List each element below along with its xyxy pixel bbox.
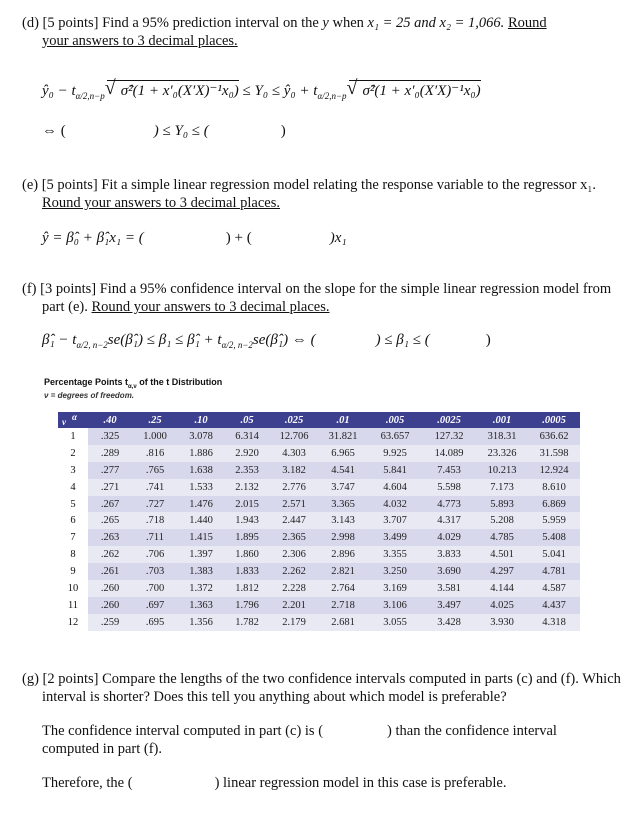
- part-d-question: [22, 14, 626, 50]
- table-cell: 1.833: [224, 563, 270, 580]
- table-cell: 1.886: [178, 445, 224, 462]
- df-cell: 6: [58, 512, 88, 529]
- table-cell: 2.718: [318, 597, 368, 614]
- table-cell: 3.078: [178, 428, 224, 445]
- table-cell: 1.383: [178, 563, 224, 580]
- table-cell: 1.782: [224, 614, 270, 631]
- table-cell: 3.365: [318, 496, 368, 513]
- table-row: [58, 546, 580, 563]
- col-header: .05: [224, 412, 270, 428]
- table-cell: 1.812: [224, 580, 270, 597]
- table-cell: 2.179: [270, 614, 318, 631]
- table-cell: 3.169: [368, 580, 422, 597]
- df-cell: 2: [58, 445, 88, 462]
- table-cell: 2.447: [270, 512, 318, 529]
- table-cell: 12.706: [270, 428, 318, 445]
- df-cell: 11: [58, 597, 88, 614]
- df-cell: 10: [58, 580, 88, 597]
- table-cell: 4.025: [476, 597, 528, 614]
- table-cell: 4.501: [476, 546, 528, 563]
- part-d-round-1: Round: [507, 15, 547, 31]
- part-d-label: (d) [5 points]: [22, 15, 99, 31]
- table-cell: .816: [132, 445, 178, 462]
- table-title: [44, 377, 222, 390]
- table-cell: 1.363: [178, 597, 224, 614]
- df-cell: 7: [58, 529, 88, 546]
- table-row: [58, 614, 580, 631]
- table-row: [58, 445, 580, 462]
- part-g-answer2-end: ) linear regression model in this case is preferable.: [214, 775, 507, 791]
- table-cell: 3.833: [422, 546, 476, 563]
- table-cell: 1.638: [178, 462, 224, 479]
- table-cell: .262: [88, 546, 132, 563]
- part-g-question: [22, 670, 626, 706]
- col-header: .025: [270, 412, 318, 428]
- part-e-question: [22, 176, 626, 212]
- table-cell: 10.213: [476, 462, 528, 479]
- table-cell: .259: [88, 614, 132, 631]
- part-e-text: Fit a simple linear regression model relating the response variable to the regressor x₁.: [101, 177, 597, 193]
- table-cell: 4.317: [422, 512, 476, 529]
- table-cell: 5.598: [422, 479, 476, 496]
- table-cell: 127.32: [422, 428, 476, 445]
- table-cell: 1.000: [132, 428, 178, 445]
- part-f-eq-mid: ) ≤ β₁ ≤ (: [375, 332, 430, 348]
- part-g-answer1-start: The confidence interval computed in part (c) is (: [42, 723, 324, 739]
- part-e-eq-start: ŷ = β̂₀ + β̂₁x₁ = (: [42, 230, 144, 246]
- table-cell: 2.681: [318, 614, 368, 631]
- table-cell: 4.604: [368, 479, 422, 496]
- table-cell: 31.598: [528, 445, 580, 462]
- table-cell: 4.437: [528, 597, 580, 614]
- table-cell: 1.533: [178, 479, 224, 496]
- corner-alpha: α: [72, 412, 77, 422]
- table-cell: 2.132: [224, 479, 270, 496]
- table-cell: 6.314: [224, 428, 270, 445]
- table-cell: 3.250: [368, 563, 422, 580]
- table-cell: 4.587: [528, 580, 580, 597]
- table-cell: 1.356: [178, 614, 224, 631]
- table-cell: 1.397: [178, 546, 224, 563]
- table-cell: 3.497: [422, 597, 476, 614]
- part-g-answer-2: [42, 775, 602, 792]
- table-cell: 3.182: [270, 462, 318, 479]
- part-d-text1: Find a 95% prediction interval on the: [102, 15, 323, 31]
- col-header: .25: [132, 412, 178, 428]
- table-cell: 5.959: [528, 512, 580, 529]
- table-cell: 6.965: [318, 445, 368, 462]
- table-cell: .271: [88, 479, 132, 496]
- table-title-sub: α,ν: [128, 383, 137, 390]
- part-d-condition: x₁ = 25 and x₂ = 1,066.: [367, 15, 505, 31]
- table-cell: 2.998: [318, 529, 368, 546]
- df-cell: 3: [58, 462, 88, 479]
- table-cell: 636.62: [528, 428, 580, 445]
- table-title-rest: of the t Distribution: [136, 377, 223, 387]
- table-cell: 1.895: [224, 529, 270, 546]
- df-cell: 5: [58, 496, 88, 513]
- table-cell: .727: [132, 496, 178, 513]
- table-row: [58, 479, 580, 496]
- table-cell: 2.306: [270, 546, 318, 563]
- table-cell: .261: [88, 563, 132, 580]
- table-cell: 1.943: [224, 512, 270, 529]
- table-subtitle: ν = degrees of freedom.: [44, 391, 135, 400]
- formula-sqrt-2: √ σ̂²(1 + x′₀(X′X)⁻¹x₀): [349, 80, 481, 100]
- formula-sub-2: α/2,n−p: [317, 91, 347, 101]
- table-cell: .277: [88, 462, 132, 479]
- df-cell: 9: [58, 563, 88, 580]
- part-g-answer-1: [42, 722, 602, 758]
- table-cell: 4.781: [528, 563, 580, 580]
- table-corner-cell: [58, 412, 88, 428]
- table-body: [58, 428, 580, 631]
- table-cell: 2.228: [270, 580, 318, 597]
- part-d-var-y: y: [322, 15, 329, 31]
- table-cell: 4.773: [422, 496, 476, 513]
- table-cell: 4.303: [270, 445, 318, 462]
- df-cell: 12: [58, 614, 88, 631]
- part-d-answer: [42, 123, 286, 140]
- table-cell: 1.860: [224, 546, 270, 563]
- table-cell: .267: [88, 496, 132, 513]
- table-cell: .263: [88, 529, 132, 546]
- table-title-main: Percentage Points t: [44, 377, 129, 387]
- part-g-answer2-start: Therefore, the (: [42, 775, 133, 791]
- table-cell: 5.893: [476, 496, 528, 513]
- table-cell: 7.453: [422, 462, 476, 479]
- table-row: [58, 496, 580, 513]
- table-cell: 3.690: [422, 563, 476, 580]
- table-cell: .741: [132, 479, 178, 496]
- table-cell: 2.764: [318, 580, 368, 597]
- table-row: [58, 462, 580, 479]
- part-f-equation: [42, 332, 602, 350]
- table-cell: .325: [88, 428, 132, 445]
- table-cell: .718: [132, 512, 178, 529]
- table-cell: 2.015: [224, 496, 270, 513]
- table-row: [58, 580, 580, 597]
- part-e-equation: [42, 230, 347, 247]
- part-g-label: (g) [2 points]: [22, 671, 99, 687]
- part-e-label: (e) [5 points]: [22, 177, 98, 193]
- table-row: [58, 428, 580, 445]
- table-cell: 4.318: [528, 614, 580, 631]
- table-cell: 2.262: [270, 563, 318, 580]
- formula-mid: ≤ Y₀ ≤ ŷ₀ + t: [238, 83, 318, 99]
- table-cell: 2.920: [224, 445, 270, 462]
- table-cell: 9.925: [368, 445, 422, 462]
- table-cell: 5.208: [476, 512, 528, 529]
- table-cell: 5.841: [368, 462, 422, 479]
- col-header: .001: [476, 412, 528, 428]
- t-distribution-table: [58, 412, 580, 631]
- part-d-round-2: your answers to 3 decimal places.: [42, 33, 238, 49]
- table-cell: 3.747: [318, 479, 368, 496]
- table-row: [58, 512, 580, 529]
- table-cell: .703: [132, 563, 178, 580]
- part-f-text: Find a 95% confidence interval on the slope for the simple linear regression model from part (e).: [42, 281, 612, 315]
- table-cell: .260: [88, 580, 132, 597]
- table-cell: 1.372: [178, 580, 224, 597]
- table-cell: .706: [132, 546, 178, 563]
- col-header: .0025: [422, 412, 476, 428]
- part-f-round: Round your answers to 3 decimal places.: [91, 299, 330, 315]
- part-d-answer-arrow: ⇔ (: [42, 123, 66, 139]
- table-cell: 4.785: [476, 529, 528, 546]
- table-cell: 4.144: [476, 580, 528, 597]
- part-d-formula: [42, 80, 481, 101]
- part-d-text2: when: [328, 15, 368, 31]
- table-cell: 2.776: [270, 479, 318, 496]
- table-cell: .697: [132, 597, 178, 614]
- table-cell: 1.476: [178, 496, 224, 513]
- table-cell: 2.353: [224, 462, 270, 479]
- table-cell: .289: [88, 445, 132, 462]
- table-cell: 2.821: [318, 563, 368, 580]
- table-cell: 2.365: [270, 529, 318, 546]
- table-cell: .700: [132, 580, 178, 597]
- table-cell: 3.143: [318, 512, 368, 529]
- corner-nu: ν: [62, 417, 66, 427]
- table-cell: 3.428: [422, 614, 476, 631]
- formula-sub-1: α/2,n−p: [75, 91, 105, 101]
- table-cell: 5.041: [528, 546, 580, 563]
- table-row: [58, 529, 580, 546]
- part-f-eq-se2: se(β̂₁) ⇔ (: [252, 332, 316, 348]
- table-cell: 4.297: [476, 563, 528, 580]
- table-cell: 7.173: [476, 479, 528, 496]
- part-f-eq-se: se(β̂₁) ≤ β₁ ≤ β̂₁ + t: [107, 332, 222, 348]
- table-cell: 12.924: [528, 462, 580, 479]
- part-f-label: (f) [3 points]: [22, 281, 97, 297]
- table-cell: 3.581: [422, 580, 476, 597]
- df-cell: 8: [58, 546, 88, 563]
- table-cell: 6.869: [528, 496, 580, 513]
- part-f-sub-1: α/2, n−2: [76, 340, 108, 350]
- table-cell: .260: [88, 597, 132, 614]
- table-cell: .711: [132, 529, 178, 546]
- table-cell: .765: [132, 462, 178, 479]
- table-cell: 3.930: [476, 614, 528, 631]
- table-cell: 318.31: [476, 428, 528, 445]
- table-cell: 1.440: [178, 512, 224, 529]
- table-cell: 31.821: [318, 428, 368, 445]
- table-cell: .265: [88, 512, 132, 529]
- table-cell: 1.415: [178, 529, 224, 546]
- table-cell: 2.571: [270, 496, 318, 513]
- table-row: [58, 597, 580, 614]
- col-header: .0005: [528, 412, 580, 428]
- col-header: .10: [178, 412, 224, 428]
- part-f-question: [22, 280, 626, 316]
- formula-left: ŷ₀ − t: [42, 83, 76, 99]
- table-cell: 4.541: [318, 462, 368, 479]
- table-header-row: [58, 412, 580, 428]
- table-cell: 5.408: [528, 529, 580, 546]
- table-row: [58, 563, 580, 580]
- table-cell: 3.707: [368, 512, 422, 529]
- table-cell: 63.657: [368, 428, 422, 445]
- table-cell: 3.106: [368, 597, 422, 614]
- part-d-answer-end: ): [280, 123, 286, 139]
- formula-sqrt-1: √ σ̂²(1 + x′₀(X′X)⁻¹x₀): [107, 80, 239, 100]
- part-f-eq-start: β̂₁ − t: [42, 332, 77, 348]
- part-e-eq-end: )x₁: [329, 230, 347, 246]
- part-g-answer1-line2: computed in part (f).: [42, 741, 162, 757]
- table-cell: 2.201: [270, 597, 318, 614]
- table-cell: 8.610: [528, 479, 580, 496]
- table-cell: 23.326: [476, 445, 528, 462]
- part-f-sub-2: α/2, n−2: [221, 340, 253, 350]
- df-cell: 4: [58, 479, 88, 496]
- df-cell: 1: [58, 428, 88, 445]
- part-f-eq-end: ): [485, 332, 491, 348]
- table-cell: 3.499: [368, 529, 422, 546]
- table-cell: 1.796: [224, 597, 270, 614]
- table-cell: 4.029: [422, 529, 476, 546]
- table-cell: 4.032: [368, 496, 422, 513]
- table-cell: 3.055: [368, 614, 422, 631]
- part-e-eq-mid: ) + (: [225, 230, 252, 246]
- part-e-round: Round your answers to 3 decimal places.: [42, 195, 280, 211]
- part-g-answer1-end: ) than the confidence interval: [387, 723, 557, 739]
- table-cell: 3.355: [368, 546, 422, 563]
- part-d-answer-mid: ) ≤ Y₀ ≤ (: [153, 123, 209, 139]
- table-cell: .695: [132, 614, 178, 631]
- table-cell: 14.089: [422, 445, 476, 462]
- part-g-text: Compare the lengths of the two confidence intervals computed in parts (c) and (f). Which interval is shorter? Does this tell you anything about which model is preferable?: [42, 671, 621, 705]
- table-cell: 2.896: [318, 546, 368, 563]
- col-header: .40: [88, 412, 132, 428]
- col-header: .01: [318, 412, 368, 428]
- col-header: .005: [368, 412, 422, 428]
